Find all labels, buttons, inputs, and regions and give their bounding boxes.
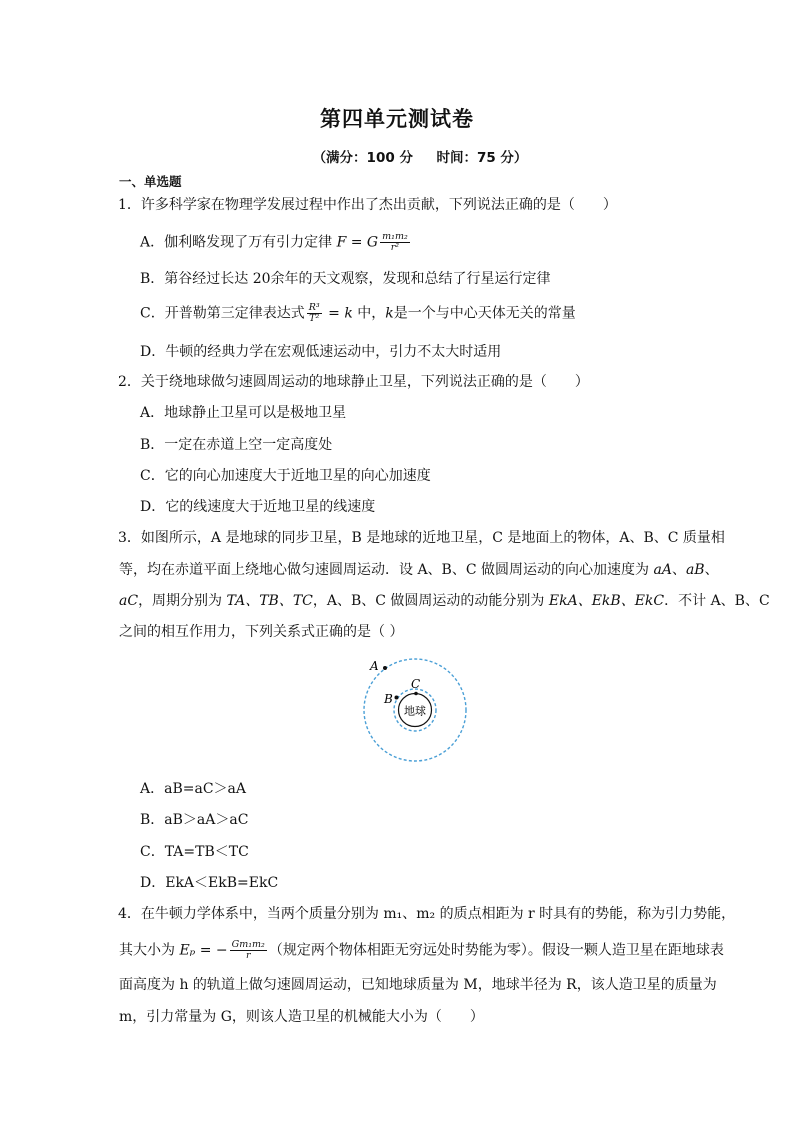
q3-line2-text: 等，均在赤道平面上绕地心做匀速圆周运动．设 A、B、C 做圆周运动的向心加速度为 <box>119 562 654 578</box>
q1-option-c-tail: 是一个与中心天体无关的常量 <box>393 305 576 322</box>
label-a: A <box>370 659 379 673</box>
q4-stem-line4: m，引力常量为 G，则该人造卫星的机械能大小为（ ） <box>119 1009 484 1025</box>
q4-frac-den: r <box>245 950 251 961</box>
q1-option-c-eq: = k <box>323 305 353 322</box>
q1-option-a-fraction <box>380 232 410 253</box>
satellite-b-dot <box>395 696 399 700</box>
q3-sep: 、 <box>671 562 686 578</box>
q1-option-c-k: k <box>385 305 394 322</box>
page-title: 第四单元测试卷 <box>320 107 474 131</box>
q4-fraction <box>230 940 267 961</box>
q1-option-a-frac-den: r² <box>390 242 400 253</box>
q3-stem-line2 <box>119 561 719 579</box>
q1-option-a-text: A．伽利略发现了万有引力定律 <box>140 234 333 251</box>
q2-option-c: C．它的向心加速度大于近地卫星的向心加速度 <box>140 468 431 484</box>
satellite-a-dot <box>383 666 387 670</box>
q3-aA: aA <box>653 562 672 578</box>
section-heading: 一、单选题 <box>119 174 182 189</box>
q3-line3-mid2: ，A、B、C 做圆周运动的动能分别为 <box>312 593 549 609</box>
q1-option-b: B．第谷经过长达 20余年的天文观察，发现和总结了行星运行定律 <box>140 271 551 287</box>
q4-line2-post: （规定两个物体相距无穷远处时势能为零）。假设一颗人造卫星在距地球表 <box>268 942 724 959</box>
q4-stem-line1: 4．在牛顿力学体系中，当两个质量分别为 m₁、m₂ 的质点相距为 r 时具有的势能，称为引力势能， <box>118 906 736 922</box>
label-b: B <box>384 692 393 706</box>
q1-option-a-formula-lhs: F <box>336 234 347 251</box>
q4-frac-num: Gm₁m₂ <box>231 939 265 950</box>
q1-option-c-fraction <box>307 303 322 324</box>
q3-line3-end: ．不计 A、B、C <box>664 593 770 609</box>
q4-line2-pre: 其大小为 <box>119 942 180 959</box>
q3-stem-line1: 3．如图所示，A 是地球的同步卫星，B 是地球的近地卫星，C 是地面上的物体，A、B、C 质量相 <box>118 530 725 546</box>
q1-option-a <box>140 232 412 253</box>
q2-option-d: D．它的线速度大于近地卫星的线速度 <box>140 499 376 515</box>
label-c: C <box>411 677 421 691</box>
q3-stem-line3 <box>119 592 770 610</box>
q2-option-b: B．一定在赤道上空一定高度处 <box>140 437 333 453</box>
q1-option-a-frac-num: m₁m₂ <box>382 231 408 242</box>
q2-stem: 2．关于绕地球做匀速圆周运动的地球静止卫星，下列说法正确的是（ ） <box>118 374 589 390</box>
q3-line2-end: 、 <box>704 562 719 578</box>
q4-ep: Eₚ = − <box>179 942 228 959</box>
q1-stem: 1．许多科学家在物理学发展过程中作出了杰出贡献，下列说法正确的是（ ） <box>118 197 617 213</box>
q1-option-c <box>140 303 576 324</box>
q3-option-a: A．aB=aC＞aA <box>140 781 246 797</box>
q1-option-a-formula-eq: = G <box>346 234 379 251</box>
q3-periods: TA、TB、TC <box>226 593 313 609</box>
q1-option-c-frac-den: T² <box>309 313 320 324</box>
q1-option-c-frac-num: R³ <box>308 302 320 313</box>
q3-option-b: B．aB＞aA＞aC <box>140 812 249 828</box>
object-c-dot <box>414 692 418 696</box>
q1-option-d: D．牛顿的经典力学在宏观低速运动中，引力不太大时适用 <box>140 344 502 360</box>
q3-stem-line4: 之间的相互作用力，下列关系式正确的是（ ） <box>119 624 404 640</box>
q3-line3-mid: ，周期分别为 <box>138 593 227 609</box>
q1-option-c-post: 中， <box>352 305 386 322</box>
orbit-diagram <box>360 655 470 765</box>
q3-aB: aB <box>685 562 705 578</box>
earth-label: 地球 <box>404 704 426 718</box>
q3-aC: aC <box>119 593 139 609</box>
q4-stem-line2 <box>119 940 724 961</box>
q3-option-d: D．EkA＜EkB=EkC <box>140 875 279 891</box>
q1-option-c-pre: C．开普勒第三定律表达式 <box>140 305 305 322</box>
page-subtitle: （满分：100 分 时间：75 分） <box>312 150 528 166</box>
q2-option-a: A．地球静止卫星可以是极地卫星 <box>140 405 347 421</box>
q3-option-c: C．TA=TB＜TC <box>140 844 249 860</box>
q4-stem-line3: 面高度为 h 的轨道上做匀速圆周运动，已知地球质量为 M，地球半径为 R，该人造卫星的质量为 <box>119 977 717 993</box>
q3-kinetic: EkA、EkB、EkC <box>548 593 665 609</box>
